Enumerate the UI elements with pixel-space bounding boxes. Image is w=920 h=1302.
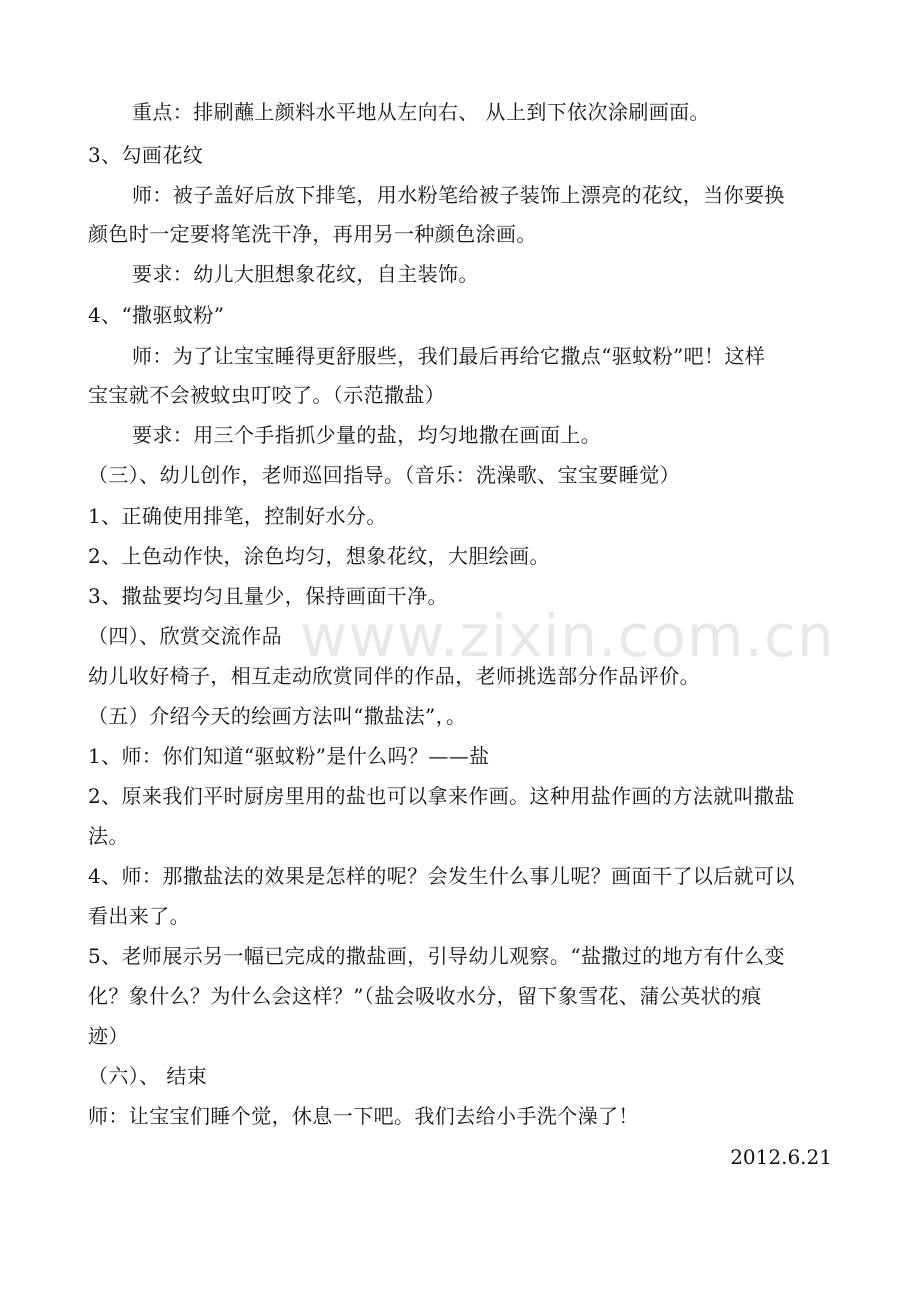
list-item: 4、师：那撒盐法的效果是怎样的呢？会发生什么事儿呢？画面干了以后就可以 — [88, 864, 795, 888]
list-item: 2、上色动作快，涂色均匀，想象花纹，大胆绘画。 — [88, 544, 550, 568]
text-line: 颜色时一定要将笔洗干净，再用另一种颜色涂画。 — [88, 222, 537, 246]
section-heading: （五）介绍今天的绘画方法叫“撒盐法”，。 — [88, 704, 467, 728]
text-line: 要求：用三个手指抓少量的盐，均匀地撒在画面上。 — [132, 423, 602, 447]
list-item: 1、正确使用排笔，控制好水分。 — [88, 504, 387, 528]
text-line: 看出来了。 — [88, 904, 190, 928]
list-item: 1、师：你们知道“驱蚊粉”是什么吗？——盐 — [88, 744, 490, 768]
watermark: www.zixin.com.cn — [300, 602, 835, 670]
section-heading: （四）、欣赏交流作品 — [88, 624, 282, 648]
section-heading: 4、“撒驱蚊粉” — [88, 303, 225, 327]
text-line: 法。 — [88, 824, 129, 848]
section-heading: （三）、幼儿创作，老师巡回指导。（音乐：洗澡歌、宝宝要睡觉） — [88, 463, 680, 487]
list-item: 3、撒盐要均匀且量少，保持画面干净。 — [88, 584, 448, 608]
text-line: 迹） — [88, 1024, 129, 1048]
text-line: 化？象什么？为什么会这样？”（盐会吸收水分，留下象雪花、蒲公英状的痕 — [88, 984, 762, 1008]
text-line: 宝宝就不会被蚊虫叮咬了。（示范撒盐） — [88, 383, 446, 407]
text-line: 要求：幼儿大胆想象花纹，自主装饰。 — [132, 262, 479, 286]
document-date: 2012.6.21 — [730, 1145, 832, 1169]
section-heading: 3、勾画花纹 — [88, 143, 204, 167]
text-line: 幼儿收好椅子，相互走动欣赏同伴的作品，老师挑选部分作品评价。 — [88, 664, 700, 688]
section-heading: （六）、 结束 — [88, 1064, 208, 1088]
list-item: 2、原来我们平时厨房里用的盐也可以拿来作画。这种用盐作画的方法就叫撒盐 — [88, 784, 795, 808]
text-line: 师：为了让宝宝睡得更舒服些，我们最后再给它撒点“驱蚊粉”吧！这样 — [132, 344, 766, 368]
text-line: 重点：排刷蘸上颜料水平地从左向右、 从上到下依次涂刷画面。 — [132, 100, 710, 124]
text-line: 师：被子盖好后放下排笔，用水粉笔给被子装饰上漂亮的花纹，当你要换 — [132, 183, 785, 207]
text-line: 师：让宝宝们睡个觉，休息一下吧。我们去给小手洗个澡了！ — [88, 1104, 639, 1128]
list-item: 5、老师展示另一幅已完成的撒盐画，引导幼儿观察。“盐撒过的地方有什么变 — [88, 944, 785, 968]
